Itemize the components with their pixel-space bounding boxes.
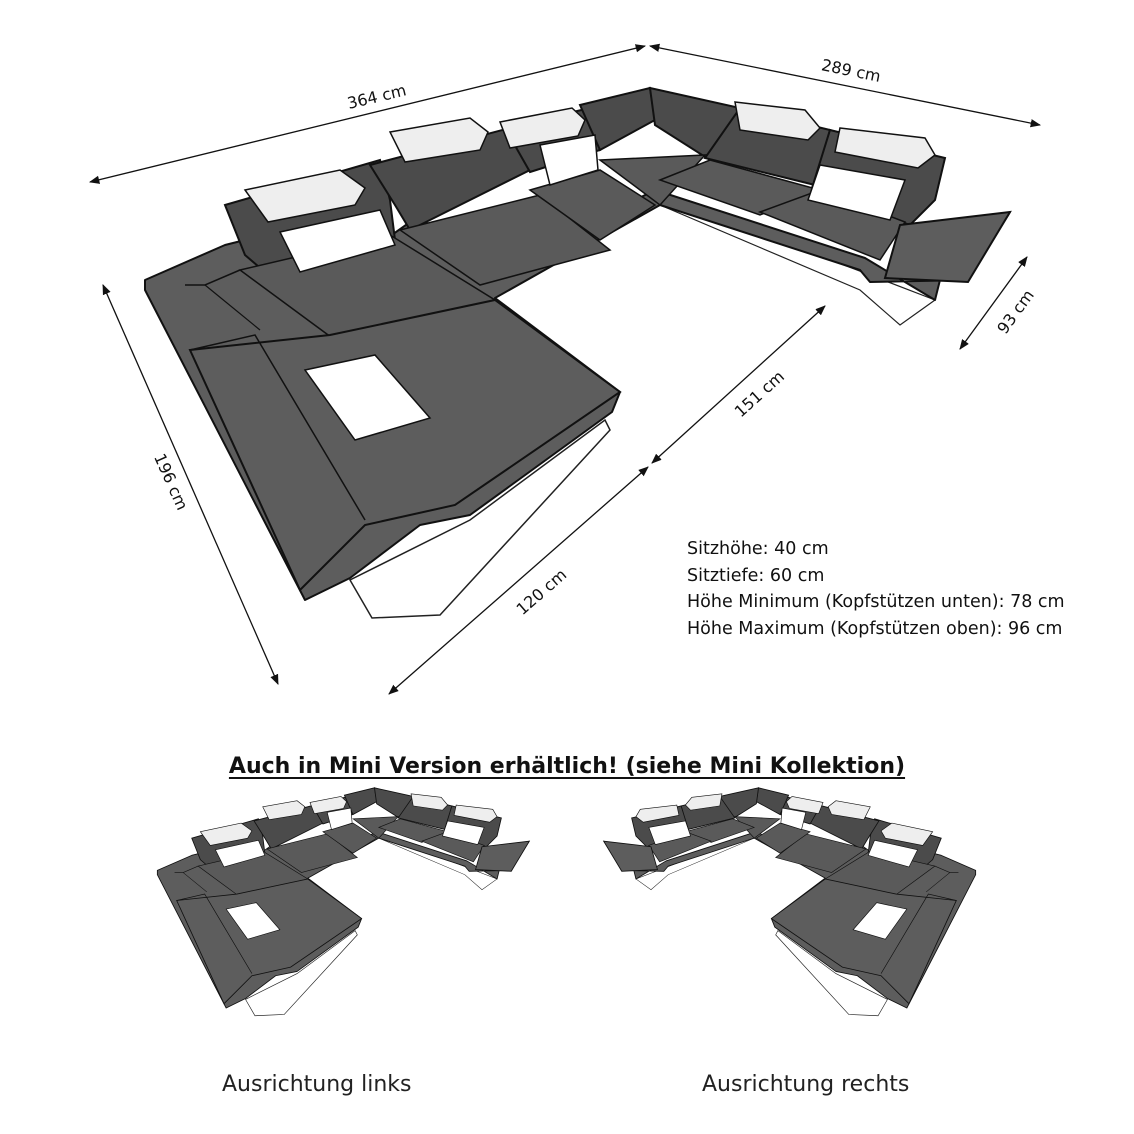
specifications-list [687,536,1065,642]
mini-sofa-left [157,788,529,1016]
dim-label-side-right: 93 cm [993,286,1038,338]
spec-height-min: Höhe Minimum (Kopfstützen unten): 78 cm [687,592,1065,612]
caption-orientation-right: Ausrichtung rechts [702,1072,910,1097]
dim-label-front-width: 120 cm [512,564,571,619]
spec-seat-height: Sitzhöhe: 40 cm [687,539,829,559]
dim-label-inner-depth: 151 cm [730,366,788,422]
dim-line-inner-depth [652,306,825,463]
mini-sofa-right [604,788,976,1016]
dim-label-side-left: 196 cm [150,450,192,514]
spec-height-max: Höhe Maximum (Kopfstützen oben): 96 cm [687,618,1063,639]
caption-orientation-left: Ausrichtung links [222,1072,412,1097]
spec-seat-depth: Sitztiefe: 60 cm [687,565,825,586]
mini-version-headline: Auch in Mini Version erhältlich! (siehe Mini Kollektion) [228,754,906,779]
dim-label-back-right: 289 cm [819,55,883,86]
dim-label-back-left: 364 cm [345,80,409,113]
